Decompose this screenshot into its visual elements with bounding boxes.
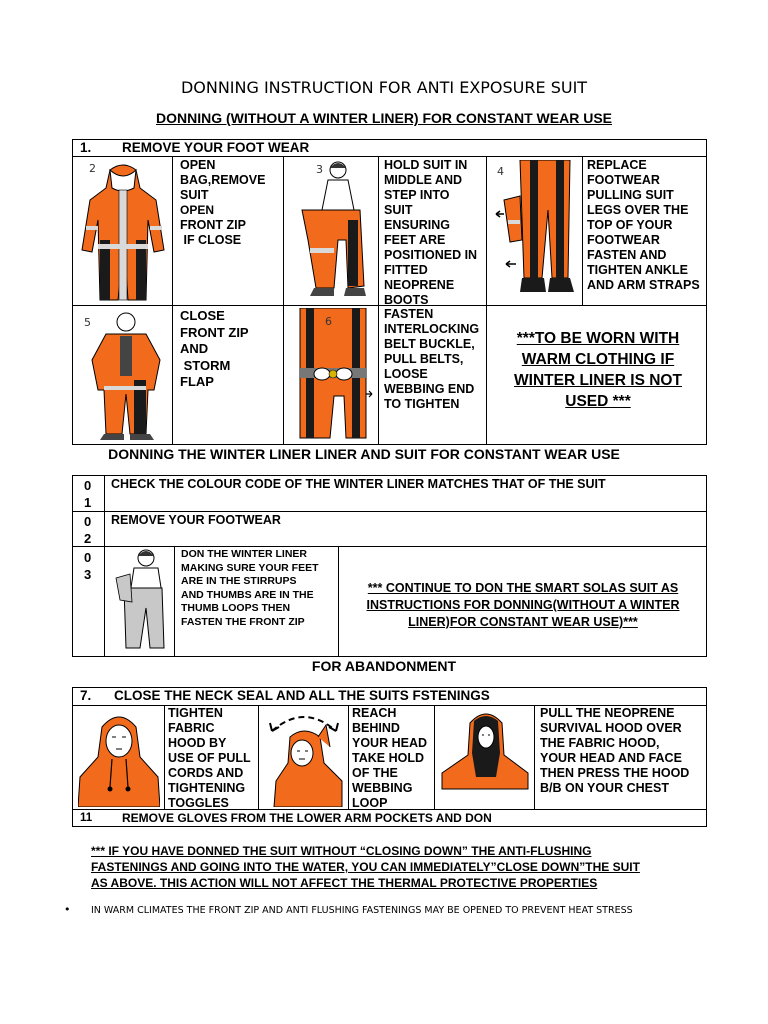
row11-number: 11 xyxy=(80,812,93,824)
row-01-number: 0 1 xyxy=(84,478,92,510)
figure-reach-behind-head-illustration xyxy=(264,707,344,807)
figure-number-3: 3 xyxy=(316,163,323,176)
section3-heading: FOR ABANDONMENT xyxy=(311,658,457,674)
figure-number-5: 5 xyxy=(84,316,91,329)
section2-heading: DONNING THE WINTER LINER LINER AND SUIT FOR CONSTANT WEAR USE xyxy=(108,446,620,462)
figure-winter-liner-illustration xyxy=(108,548,170,654)
step5-text: CLOSE FRONT ZIP AND STORM FLAP xyxy=(180,308,249,389)
row11-text: REMOVE GLOVES FROM THE LOWER ARM POCKETS AND DON xyxy=(122,811,492,825)
row-02-number: 0 2 xyxy=(84,514,92,546)
step1-number: 1. xyxy=(80,140,92,155)
bullet-dot: • xyxy=(64,903,71,916)
step4-text: REPLACE FOOTWEAR PULLING SUIT LEGS OVER THE TOP OF YOUR FOOTWEAR FASTEN AND TIGHTEN ANKLE AND ARM STRAPS xyxy=(587,158,700,292)
heat-stress-bullet: IN WARM CLIMATES THE FRONT ZIP AND ANTI FLUSHING FASTENINGS MAY BE OPENED TO PREVENT HEAT STRESS xyxy=(91,905,633,916)
continue-donning-note: *** CONTINUE TO DON THE SMART SOLAS SUIT AS INSTRUCTIONS FOR DONNING(WITHOUT A WINTER LINER)FOR CONSTANT WEAR USE)*** xyxy=(366,581,680,629)
warm-clothing-note: ***TO BE WORN WITH WARM CLOTHING IF WINTER LINER IS NOT USED *** xyxy=(514,330,682,410)
document-subtitle: DONNING (WITHOUT A WINTER LINER) FOR CONSTANT WEAR USE xyxy=(156,110,612,126)
figure-neoprene-hood-illustration xyxy=(440,707,530,807)
figure-open-suit-illustration xyxy=(80,160,166,302)
step7-heading: CLOSE THE NECK SEAL AND ALL THE SUITS FSTENINGS xyxy=(114,688,490,703)
figure-step-into-suit-illustration xyxy=(288,160,374,302)
row-03-text: DON THE WINTER LINER MAKING SURE YOUR FEET ARE IN THE STIRRUPS AND THUMBS ARE IN THE THUMB LOOPS THEN FASTEN THE FRONT ZIP xyxy=(181,548,319,628)
row-03-number: 0 3 xyxy=(84,550,92,582)
close-down-footnote: *** IF YOU HAVE DONNED THE SUIT WITHOUT “CLOSING DOWN” THE ANTI-FLUSHING FASTENINGS AND GOING INTO THE WATER, YOU CAN IMMEDIATELY”CLOSE DOWN”THE SUIT AS ABOVE. THIS ACTION WILL NOT AFFECT THE THERMAL PROTECTIVE PROPERTIES xyxy=(91,844,640,890)
step1-heading: REMOVE YOUR FOOT WEAR xyxy=(122,140,310,155)
hood-step-1-text: TIGHTEN FABRIC HOOD BY USE OF PULL CORDS AND TIGHTENING TOGGLES xyxy=(168,706,251,810)
figure-number-2: 2 xyxy=(89,162,96,175)
step3-text: HOLD SUIT IN MIDDLE AND STEP INTO SUIT ENSURING FEET ARE POSITIONED IN FITTED NEOPRENE BOOTS xyxy=(384,158,478,307)
figure-replace-footwear-illustration xyxy=(490,160,578,300)
figure-close-zip-illustration xyxy=(84,310,168,442)
hood-step-2-text: REACH BEHIND YOUR HEAD TAKE HOLD OF THE WEBBING LOOP xyxy=(352,706,428,810)
figure-tighten-hood-illustration xyxy=(78,707,160,807)
document-title: DONNING INSTRUCTION FOR ANTI EXPOSURE SUIT xyxy=(180,78,588,97)
hood-step-3-text: PULL THE NEOPRENE SURVIVAL HOOD OVER THE FABRIC HOOD, YOUR HEAD AND FACE THEN PRESS THE HOOD B/B ON YOUR CHEST xyxy=(540,706,690,795)
step2-text: OPEN BAG,REMOVE SUIT OPEN FRONT ZIP IF CLOSE xyxy=(180,158,266,247)
row-01-text: CHECK THE COLOUR CODE OF THE WINTER LINER MATCHES THAT OF THE SUIT xyxy=(111,477,606,491)
step7-number: 7. xyxy=(80,688,92,703)
figure-number-4: 4 xyxy=(497,165,504,178)
row-02-text: REMOVE YOUR FOOTWEAR xyxy=(111,513,281,527)
step6-text: FASTEN INTERLOCKING BELT BUCKLE, PULL BELTS, LOOSE WEBBING END TO TIGHTEN xyxy=(384,307,480,411)
figure-number-6: 6 xyxy=(325,315,332,328)
figure-belt-buckle-illustration xyxy=(292,308,374,442)
